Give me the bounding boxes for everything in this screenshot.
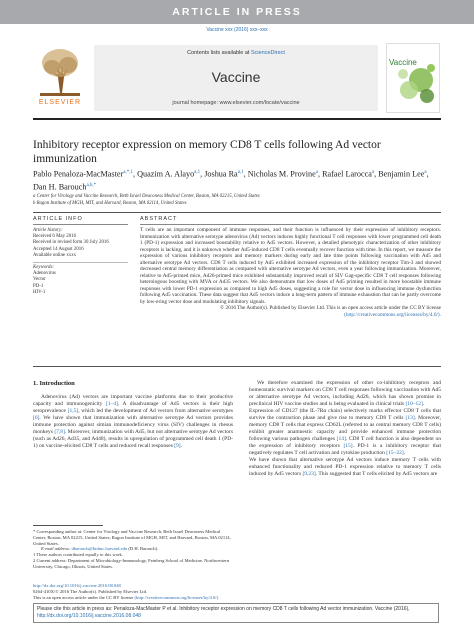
body-text: Adenovirus (Ad) vectors are important vaccine platforms due to their productive capacity and immunogenicity bbox=[33, 394, 233, 407]
divider bbox=[33, 366, 441, 367]
issn-line: 0264-410X/© 2016 The Author(s). Published by Elsevier Ltd. bbox=[33, 588, 148, 594]
author-name[interactable]: Dan H. Barouch bbox=[33, 182, 87, 192]
journal-homepage bbox=[94, 100, 378, 106]
author-name[interactable]: Nicholas M. Provine bbox=[247, 169, 316, 179]
journal-citation-link[interactable]: Vaccine xxx (2016) xxx–xxx bbox=[206, 27, 268, 33]
citation-text: Please cite this article in press as: Penaloza-MacMaster P et al. Inhibitory receptor expression on memory CD8 T cells following Ad vector immunization. Vaccine (2016), bbox=[37, 606, 410, 612]
affiliation-a: a Center for Virology and Vaccine Research, Beth Israel Deaconess Medical Center, Boston, MA 02215, United States bbox=[33, 194, 260, 199]
keyword-item: PD-1 bbox=[33, 283, 44, 289]
doi-block bbox=[33, 583, 293, 600]
article-history bbox=[33, 228, 133, 259]
citation-ref-link[interactable]: [1,5] bbox=[67, 408, 79, 414]
citation-ref-link[interactable]: [7,8] bbox=[54, 429, 65, 435]
email-label: E-mail address: bbox=[41, 546, 72, 552]
contents-prefix: Contents lists available at bbox=[187, 50, 251, 56]
body-text: . bbox=[180, 443, 183, 449]
abstract-body: T cells are an important component of immune responses, and their function is influenced by their expression of inhibitory receptors. Immunization with alternative serotype adenovirus (Ad) vectors induces highly functional T cell responses with lower programmed cell death 1 (PD-1) expression and increased boostability relative to Ad5 vectors. However, a detailed phenotypic characterization of other inhibitory receptors is lacking, and it is unknown whether Ad5-induced CD8 T cells eventually recover function with time. In this report, we measure the expression of various inhibitory receptors and memory markers during early and late time points following vaccination with Ad5 and alternative serotype Ad vectors. CD8 T cells induced by Ad5 exhibited increased expression of the inhibitory receptor Tim-3 and showed decreased central memory differentiation as compared with alternative serotype Ad vectors, even a year following immunization. Moreover, relative to Ad5-primed mice, Ad26-primed mice exhibited substantially improved recall of SIV Gag-specific CD8 T cell responses following heterologous boosting with MVA or Ad35 vectors. We also demonstrate that low doses of Ad5 priming resulted in more boostable immune responses with lower PD-1 expression as compared to high Ad5 doses, suggesting a role for vector dose in influencing immune dysfunction following Ad5 vaccination. These data suggest that Ad5 vectors induce a long-term pattern of immune exhaustion that can be partly overcome by low-ering vector dose and modulating inhibitory signals. bbox=[140, 227, 441, 305]
citation-ref-link[interactable]: [13] bbox=[405, 415, 415, 421]
keywords bbox=[33, 265, 133, 296]
cover-title: Vaccine bbox=[389, 58, 417, 67]
footnote-current-address: 2 Current address: Department of Microbiology-Immunology, Feinberg School of Medicine, Northwestern University, Chicago, Illinois, United States. bbox=[33, 557, 230, 569]
footnote-equal-contribution: 1 These authors contributed equally to this work. bbox=[33, 552, 123, 558]
keywords-label: Keywords: bbox=[33, 265, 55, 270]
footnotes bbox=[33, 529, 233, 570]
doi-link[interactable]: http://dx.doi.org/10.1016/j.vaccine.2016.08.048 bbox=[33, 583, 121, 588]
citation-box bbox=[33, 603, 439, 623]
citation-ref-link[interactable]: [6] bbox=[33, 415, 40, 421]
author-name[interactable]: Joshua Ra bbox=[204, 169, 238, 179]
introduction-heading: 1. Introduction bbox=[33, 380, 75, 387]
keyword-item: Adenovirus bbox=[33, 271, 56, 277]
header-rule bbox=[33, 118, 441, 120]
author-name[interactable]: Benjamin Lee bbox=[378, 169, 425, 179]
citation-ref-link[interactable]: [14] bbox=[336, 436, 346, 442]
divider bbox=[33, 212, 441, 213]
elsevier-logo-icon bbox=[34, 43, 86, 103]
affiliation-b: b Ragon Institute of MGH, MIT, and Harvard, Boston, MA 02114, United States bbox=[33, 200, 187, 206]
journal-title: Vaccine bbox=[211, 69, 261, 85]
article-info-heading: ARTICLE INFO bbox=[33, 216, 83, 222]
citation-ref-link[interactable]: [9,23] bbox=[302, 471, 316, 477]
contents-line bbox=[94, 50, 378, 56]
copyright-text: © 2016 The Author(s). Published by Elsevier Ltd. This is an open access article under the CC BY license bbox=[220, 305, 441, 311]
homepage-link[interactable]: www.elsevier.com/locate/vaccine bbox=[219, 100, 300, 106]
intro-right-column bbox=[249, 380, 441, 478]
body-text: . Expression of CD127 (the IL-7Rα chain) selectively marks effector CD8 T cells that survive the contraction phase and give rise to memory CD8 T cells bbox=[249, 401, 441, 421]
author-affiliation-marker[interactable]: a,1 bbox=[194, 170, 201, 175]
citation-ref-link[interactable]: [1–4] bbox=[106, 401, 118, 407]
history-revised: Received in revised form 30 July 2016 bbox=[33, 240, 109, 246]
author-affiliation-marker[interactable]: a bbox=[371, 170, 375, 175]
article-title: Inhibitory receptor expression on memory CD8 T cells following Ad vector immunization bbox=[33, 139, 381, 165]
citation-ref-link[interactable]: [15] bbox=[343, 443, 353, 449]
author-list: Pablo Penaloza-MacMaster$^{a,*,1}$, Quazim A. Alayo$^{a,1}$, Joshua Ra$^{a,1}$, Nicholas M. Provine$^a$, Rafael Larocca$^a$, Benjamin Lee$^a$, Dan H. Barouch$^{a,b,*}$ bbox=[33, 169, 429, 192]
license-link[interactable]: (http://creativecommons.org/licenses/by/4.0/). bbox=[134, 594, 220, 600]
body-text: We therefore examined the expression of other co-inhibitory receptors and homeostatic survival markers on CD8 T cell responses following vaccination with Ad5 or alternative serotype Ad vectors, including Ad26, which has shown promise in preclinical HIV vaccine studies and is being evaluated in clinical trials bbox=[249, 380, 441, 407]
keyword-item: Vector bbox=[33, 277, 46, 283]
divider bbox=[33, 224, 128, 225]
body-text: , which led the development of Ad vectors from alternative serotypes bbox=[78, 408, 233, 414]
abstract-text bbox=[140, 227, 441, 318]
body-text: . We have shown that immunization with alternative serotype Ad vectors provides immune protection against simian immunodeficiency virus (SIV) challenges in rhesus monkeys bbox=[33, 415, 233, 435]
article-in-press-banner: ARTICLE IN PRESS bbox=[0, 0, 474, 24]
license-prefix: This is an open access article under the CC BY license bbox=[33, 594, 135, 600]
divider bbox=[33, 262, 128, 263]
body-text: . Moreover, memory CD8 T cells that express CD62L (referred to as central memory CD8 T cells) exhibit greater anamnestic capacity and provide enhanced immune protection following various pathogen challenges bbox=[249, 415, 441, 442]
journal-cover-image bbox=[386, 43, 440, 113]
citation-doi-link[interactable]: http://dx.doi.org/10.1016/j.vaccine.2016.08.048 bbox=[37, 612, 141, 619]
author-affiliation-marker[interactable]: a bbox=[315, 170, 318, 175]
history-label: Article history: bbox=[33, 228, 63, 233]
license-link[interactable]: (http://creativecommons.org/licenses/by/4.0/). bbox=[344, 311, 441, 318]
body-text: . CD8 T cell function is also dependent on the expression of inhibitory receptors bbox=[249, 436, 442, 449]
keyword-item: HIV-1 bbox=[33, 289, 46, 295]
author-name[interactable]: Pablo Penaloza-MacMaster bbox=[33, 169, 124, 179]
affiliations bbox=[33, 194, 441, 207]
body-text: . This suggested that T cells elicited by Ad5 vectors are bbox=[315, 471, 438, 477]
author-affiliation-marker[interactable]: a,*,1 bbox=[123, 170, 133, 175]
body-text: . We have shown that alternative serotype Ad vectors induce memory T cells with enhanced functionality and reduced PD-1 expression relative to memory T cells induced by Ad5 vectors bbox=[249, 450, 441, 477]
footnote-rule bbox=[33, 525, 103, 526]
history-online: Available online xxxx bbox=[33, 252, 77, 258]
citation-ref-link[interactable]: [10–12] bbox=[405, 401, 423, 407]
email-link[interactable]: dbarouch@bidmc.harvard.edu bbox=[71, 546, 128, 552]
history-accepted: Accepted 14 August 2016 bbox=[33, 246, 84, 252]
license-line bbox=[33, 595, 293, 601]
author-affiliation-marker[interactable]: a,b,* bbox=[86, 182, 97, 188]
intro-left-column bbox=[33, 394, 233, 450]
divider bbox=[140, 224, 441, 225]
author-name[interactable]: Rafael Larocca bbox=[322, 169, 372, 179]
sciencedirect-link[interactable]: ScienceDirect bbox=[250, 50, 285, 56]
footnote-corresponding: * Corresponding author at: Center for Virology and Vaccine Research, Beth Israel Deaconess Medical Center, Boston, MA 02215, United States; Ragon Institute of MGH, MIT, and Harvard, Boston, MA 02114, United States. bbox=[33, 529, 231, 546]
author-affiliation-marker[interactable]: a,1 bbox=[237, 170, 244, 175]
author-affiliation-marker[interactable]: a bbox=[424, 170, 427, 175]
publisher-name: ELSEVIER bbox=[38, 99, 82, 106]
author-name[interactable]: Quazim A. Alayo bbox=[137, 169, 195, 179]
citation-ref-link[interactable]: [9] bbox=[174, 443, 181, 449]
citation-ref-link[interactable]: [15–22] bbox=[386, 450, 404, 456]
email-suffix: (D.H. Barouch). bbox=[127, 546, 159, 552]
history-received: Received 6 May 2016 bbox=[33, 234, 77, 240]
abstract-copyright bbox=[140, 305, 441, 318]
body-text: . PD-1 is a inhibitory receptor that negatively regulates T cell activation and cytokine production bbox=[249, 443, 441, 456]
body-text: . Moreover, immunization with Ad5, but not alternative serotype Ad vectors (such as Ad26, Ad35, and Ad48), results in upregulation of programmed cell death 1 (PD-1) on vaccine-elicited CD8 T cells and reduced recall responses bbox=[33, 429, 233, 449]
homepage-prefix: journal homepage: bbox=[172, 100, 220, 106]
body-text: . A disadvantage of Ad5 vectors is their high seroprevalence bbox=[33, 401, 233, 414]
abstract-heading: ABSTRACT bbox=[140, 216, 178, 222]
